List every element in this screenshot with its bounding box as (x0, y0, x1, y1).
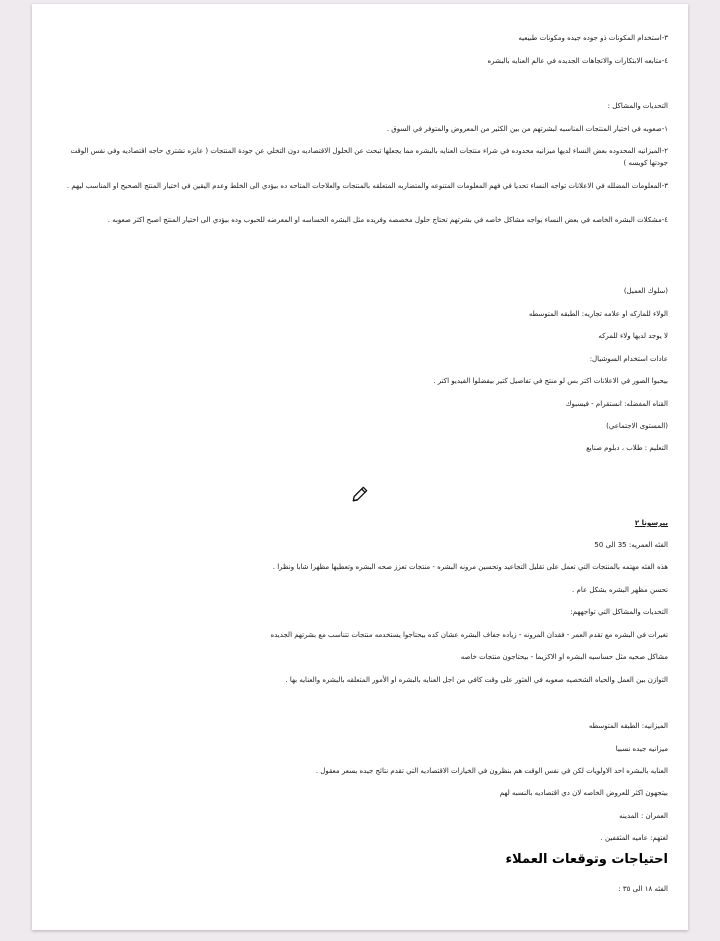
section-heading: التحديات والمشاكل التي تواجههم: (570, 608, 668, 616)
text-line: ٣-المعلومات المضلله في الاعلانات تواجه النساء تحديا في فهم المعلومات المتنوعه والمتضاربه المتعلقه بالمنتجات والعلاجات المتاحه ده بيؤدي الى الخلط وعدم اليقين في اختيار المنتج الصحيح او المناسب ليهم . (66, 182, 668, 190)
document-page (32, 4, 688, 930)
text-line: لغتهم: عاميه المثقفين . (600, 834, 668, 842)
text-line: ١-صعوبه في اختيار المنتجات المناسبه لبشرتهم من بين الكثير من المعروض والمتوفر في السوق . (386, 125, 668, 133)
text-line: هذه الفئه مهتمه بالمنتجات التي تعمل على تقليل التجاعيد وتحسين مرونه البشره - منتجات تعزز صحه البشره وتعطيها مظهرا شابا ونظرا . (272, 563, 668, 571)
text-line: القناه المفضله: انستقرام - فيسبوك (565, 400, 668, 408)
text-line: الفئه العمريه: 35 الى 50 (594, 541, 668, 549)
text-line: الفئه ١٨ الى ٣٥ : (618, 885, 668, 893)
text-line: التعليم : طلاب ، دبلوم صنايع (586, 444, 668, 452)
text-line: لا يوجد لديها ولاء للمركه (598, 332, 668, 340)
text-line: تحسن مظهر البشره بشكل عام . (572, 586, 668, 594)
text-line: الولاء للماركه او علامه تجاريه: الطبقه المتوسطه (528, 310, 668, 318)
pencil-icon[interactable] (350, 484, 370, 504)
text-line: ميزانيه جيده نسبيا (615, 745, 668, 753)
section-heading: (سلوك العميل) (623, 287, 668, 295)
text-line: التوازن بين العمل والحياه الشخصيه صعوبه في العثور على وقت كافي من اجل العنايه بالبشره او الأمور المتعلقه بالبشره والعنايه بها . (285, 676, 668, 684)
text-line: ٤-متابعه الابتكارات والاتجاهات الجديده في عالم العنايه بالبشره (487, 57, 668, 65)
text-line: عادات استخدام السوشيال: (589, 355, 668, 363)
text-line: تغيرات في البشره مع تقدم العمر - فقدان المرونه - زياده جفاف البشره عشان كده بيحتاجوا يستخدمه منتجات تتناسب مع بشرتهم الجديده (270, 631, 668, 639)
text-line: العنايه بالبشره احد الاولويات لكن في نفس الوقت هم بنظرون في الخيارات الاقتصاديه التي تقدم نتائج جيده بسعر معقول . (315, 767, 668, 775)
text-line: ٣-استخدام المكونات ذو جوده جيده ومكونات طبيعيه (518, 34, 668, 42)
text-line: بيتجهون اكثر للعروض الخاصه لان دي اقتصاديه بالنسبه لهم (499, 789, 668, 797)
text-line: الميزانيه: الطبقه المتوسطه (588, 722, 668, 730)
text-line: ٢-الميزانيه المحدوده بعض النساء لديها ميزانيه محدوده في شراء منتجات العنايه بالبشره مما يجعلها تبحث عن الحلول الاقتصاديه دون التخلي عن جودة المنتجات ( عايزه تشتري حاجه اقتصاديه وفي نفس الوقت جودتها كويسه ) (70, 147, 668, 167)
section-heading: التحديات والمشاكل : (607, 102, 668, 110)
text-line: بيحبوا الصور في الاعلانات اكتر بس لو منتج في تفاصيل كتير بيفضلوا الفيديو اكتر . (433, 377, 668, 385)
persona-title: بيرسونا ٢ (634, 519, 668, 527)
section-heading: (المستوى الاجتماعي) (606, 422, 668, 430)
text-line: ٤-مشكلات البشره الخاصه في بعض النساء بواجه مشاكل خاصه في بشرتهم تحتاج حلول مخصصه وفريده مثل البشره الحساسه او المعرضه للحبوب وده بيؤدي الى اختيار المنتج اصبح اكثر صعوبه . (107, 216, 668, 224)
text-line: مشاكل صحيه مثل حساسيه البشره او الاكزيما - بيحتاجون منتجات خاصه (460, 653, 668, 661)
section-title: احتياجات وتوقعات العملاء (505, 852, 668, 867)
text-line: العمران : المدينه (619, 812, 668, 820)
